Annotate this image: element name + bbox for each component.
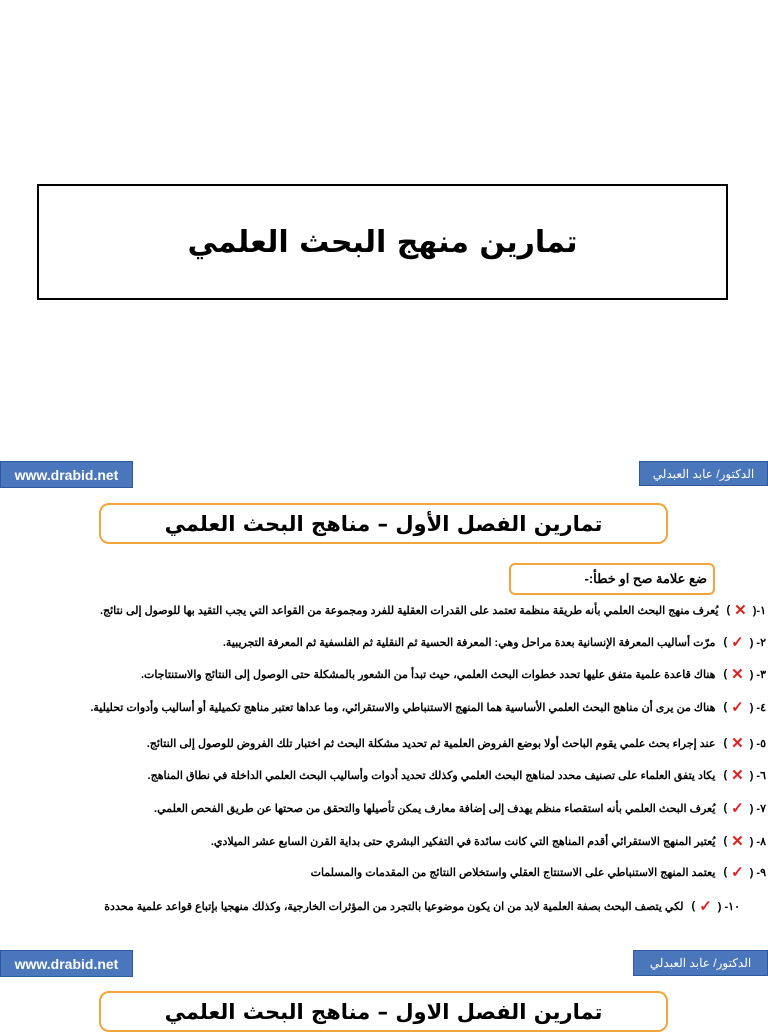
question-number: ٨- ( (749, 835, 766, 848)
instruction-text: ضع علامة صح او خطأ:- (584, 571, 707, 586)
question-text: هناك من يرى أن مناهج البحث العلمي الأساسية هما المنهج الاستنباطي والاستقرائي، وما عداها تعتبر مناهج تكميلية أو أساليب وأدوات تحليلية. (90, 701, 716, 714)
check-mark-icon: ✓ (731, 698, 744, 716)
question-number: ٥- ( (749, 737, 766, 750)
question-row: ٦- ( ✕ ) يكاد يتفق العلماء على تصنيف محدد لمناهج البحث العلمي وكذلك تحديد أدوات وأساليب البحث العلمي الداخلة في نطاق المناهج. (147, 766, 766, 784)
chapter-heading-box-2 (99, 991, 668, 1032)
author-banner (639, 461, 768, 486)
question-text: عند إجراء بحث علمي يقوم الباحث أولا بوضع الفروض العلمية ثم تحديد مشكلة البحث ثم اختبار تلك الفروض للوصول إلى النتائج. (146, 737, 716, 750)
slide-title: تمارين منهج البحث العلمي (187, 224, 578, 260)
question-text: لكي يتصف البحث بصفة العلمية لابد من ان يكون موضوعيا بالتجرد من المؤثرات الخارجية، وكذلك منهجيا بإتباع قواعد علمية محددة (104, 900, 684, 913)
question-number: ١٠- ( (717, 900, 740, 913)
question-number: ٣- ( (749, 668, 766, 681)
question-row: ٨- ( ✕ ) يُعتبر المنهج الاستقرائي أقدم المناهج التي كانت سائدة في التفكير البشري حتى بداية القرن السابع عشر الميلادي. (210, 832, 766, 850)
instruction-box (509, 563, 715, 595)
question-text: يُعرف البحث العلمي بأنه استقصاء منظم يهدف إلى إضافة معارف يمكن تأصيلها والتحقق من صحتها عن طريق الفحص العلمي. (154, 802, 716, 815)
website-link[interactable]: www.drabid.net (14, 466, 119, 483)
question-number: ٤- ( (749, 701, 766, 714)
question-row: ٤- ( ✓ ) هناك من يرى أن مناهج البحث العلمي الأساسية هما المنهج الاستنباطي والاستقرائي، وما عداها تعتبر مناهج تكميلية أو أساليب وأدوات تحليلية. (90, 698, 766, 716)
question-row: ٩- ( ✓ ) يعتمد المنهج الاستنباطي على الاستنتاج العقلي واستخلاص النتائج من المقدمات والمسلمات (310, 863, 766, 881)
question-number: ٧- ( (749, 802, 766, 815)
website-link[interactable]: www.drabid.net (14, 955, 119, 972)
question-row: ١٠- ( ✓ ) لكي يتصف البحث بصفة العلمية لابد من ان يكون موضوعيا بالتجرد من المؤثرات الخارجية، وكذلك منهجيا بإتباع قواعد علمية محددة (104, 897, 740, 915)
question-text: هناك قاعدة علمية متفق عليها تحدد خطوات البحث العلمي، حيث تبدأ من الشعور بالمشكلة حتى الوصول إلى النتائج والاستنتاجات. (140, 668, 716, 681)
question-row: ٣- ( ✕ ) هناك قاعدة علمية متفق عليها تحدد خطوات البحث العلمي، حيث تبدأ من الشعور بالمشكلة حتى الوصول إلى النتائج والاستنتاجات. (140, 665, 766, 683)
chapter-heading-2: تمارين الفصل الاول – مناهج البحث العلمي (164, 999, 603, 1024)
check-mark-icon: ✓ (699, 897, 712, 915)
website-banner[interactable] (0, 950, 133, 977)
question-row: ٢- ( ✓ ) مرّت أساليب المعرفة الإنسانية بعدة مراحل وهي: المعرفة الحسية ثم النقلية ثم الفلسفية ثم المعرفة التجريبية. (222, 633, 766, 651)
author-banner (633, 950, 768, 976)
check-mark-icon: ✓ (731, 799, 744, 817)
author-name: الدكتور/ عابد العبدلي (649, 956, 752, 970)
question-text: يعتمد المنهج الاستنباطي على الاستنتاج العقلي واستخلاص النتائج من المقدمات والمسلمات (310, 866, 716, 879)
wrong-mark-icon: ✕ (731, 766, 744, 784)
question-text: يُعرف منهج البحث العلمي بأنه طريقة منظمة تعتمد على القدرات العقلية للفرد ومجموعة من القواعد التي يجب التقيد بها للوصول إلى نتائج. (99, 604, 719, 617)
chapter-heading: تمارين الفصل الأول – مناهج البحث العلمي (164, 511, 603, 536)
wrong-mark-icon: ✕ (734, 601, 747, 619)
website-banner[interactable] (0, 461, 133, 488)
question-number: ٩- ( (749, 866, 766, 879)
question-number: ٦- ( (749, 769, 766, 782)
question-row: ٥- ( ✕ ) عند إجراء بحث علمي يقوم الباحث أولا بوضع الفروض العلمية ثم تحديد مشكلة البحث ثم اختبار تلك الفروض للوصول إلى النتائج. (146, 734, 766, 752)
question-row: ١-( ✕ ) يُعرف منهج البحث العلمي بأنه طريقة منظمة تعتمد على القدرات العقلية للفرد ومجموعة من القواعد التي يجب التقيد بها للوصول إلى نتائج. (99, 601, 766, 619)
question-row: ٧- ( ✓ ) يُعرف البحث العلمي بأنه استقصاء منظم يهدف إلى إضافة معارف يمكن تأصيلها والتحقق من صحتها عن طريق الفحص العلمي. (154, 799, 766, 817)
wrong-mark-icon: ✕ (731, 734, 744, 752)
question-number: ٢- ( (749, 636, 766, 649)
check-mark-icon: ✓ (731, 863, 744, 881)
wrong-mark-icon: ✕ (731, 832, 744, 850)
question-number: ١-( (752, 604, 766, 617)
slide-title-box (37, 184, 728, 300)
question-text: مرّت أساليب المعرفة الإنسانية بعدة مراحل وهي: المعرفة الحسية ثم النقلية ثم الفلسفية ثم المعرفة التجريبية. (222, 636, 716, 649)
wrong-mark-icon: ✕ (731, 665, 744, 683)
chapter-heading-box (99, 503, 668, 544)
question-text: يُعتبر المنهج الاستقرائي أقدم المناهج التي كانت سائدة في التفكير البشري حتى بداية القرن السابع عشر الميلادي. (210, 835, 716, 848)
check-mark-icon: ✓ (731, 633, 744, 651)
question-text: يكاد يتفق العلماء على تصنيف محدد لمناهج البحث العلمي وكذلك تحديد أدوات وأساليب البحث العلمي الداخلة في نطاق المناهج. (147, 769, 716, 782)
author-name: الدكتور/ عابد العبدلي (652, 466, 755, 481)
